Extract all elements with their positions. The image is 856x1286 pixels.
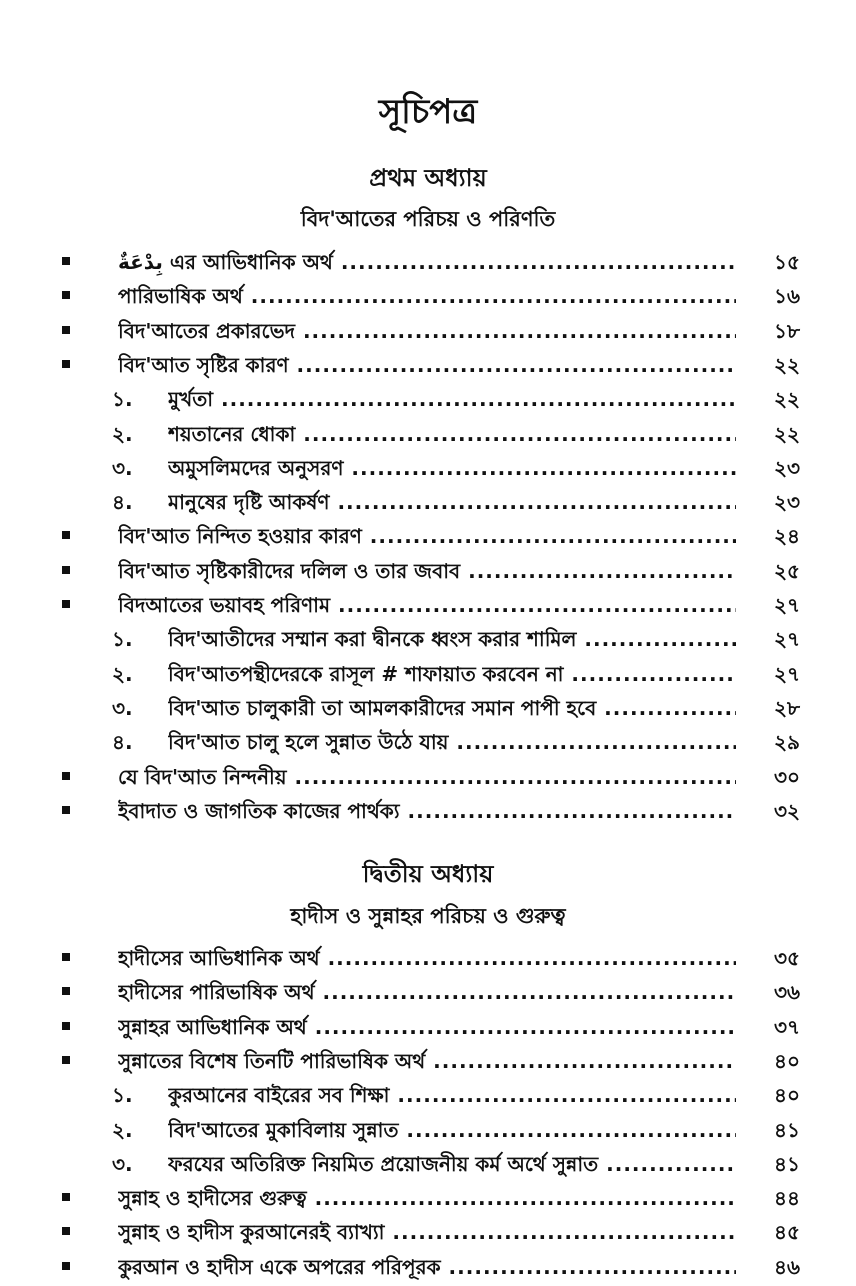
entry-number: ২. xyxy=(112,421,133,446)
bullet-icon xyxy=(62,566,70,574)
bullet-icon xyxy=(62,987,70,995)
toc-entry xyxy=(0,244,856,278)
toc-entry xyxy=(0,759,856,793)
entry-title: বিদ'আতের প্রকারভেদ ..... xyxy=(118,317,736,350)
entry-title: বিদ'আত সৃষ্টির কারণ ..... xyxy=(118,351,736,384)
toc-entry xyxy=(0,450,856,484)
bullet-icon xyxy=(62,1262,70,1270)
entry-title: বিদ'আত সৃষ্টিকারীদের দলিল ও তার জবাব ..... xyxy=(118,557,736,590)
bullet-icon xyxy=(62,600,70,608)
entry-title: মানুষের দৃষ্টি আকর্ষণ ..... xyxy=(168,488,736,521)
chapter-2-heading: দ্বিতীয় অধ্যায় xyxy=(362,860,494,888)
toc-entry xyxy=(0,416,856,450)
entry-title: মুর্খতা ..... xyxy=(168,385,736,418)
toc-entry xyxy=(0,974,856,1008)
chapter-1-heading: প্রথম অধ্যায় xyxy=(369,164,487,192)
toc-entry xyxy=(0,381,856,415)
entry-title: কুরআনের বাইরের সব শিক্ষা ..... xyxy=(168,1081,736,1114)
entry-page-number: ২২ xyxy=(773,421,800,446)
toc-entry xyxy=(0,940,856,974)
bullet-icon xyxy=(62,1227,70,1235)
entry-number: ১. xyxy=(112,387,133,412)
entry-title: সুন্নাহর আভিধানিক অর্থ ..... xyxy=(118,1013,736,1046)
toc-entry xyxy=(0,1180,856,1214)
bullet-icon xyxy=(62,772,70,780)
entry-title: সুন্নাহ ও হাদীস কুরআনেরই ব্যাখ্যা ..... xyxy=(118,1218,736,1251)
entry-page-number: ২৪ xyxy=(774,524,800,549)
entry-title: সুন্নাতের বিশেষ তিনটি পারিভাষিক অর্থ ..... xyxy=(118,1047,736,1080)
bullet-icon xyxy=(62,326,70,334)
toc-entry xyxy=(0,1077,856,1111)
entry-page-number: ৩৫ xyxy=(774,946,800,970)
entry-page-number: ২৭ xyxy=(773,627,800,652)
toc-entry xyxy=(0,484,856,518)
toc-entry xyxy=(0,1146,856,1180)
entry-page-number: ২৮ xyxy=(774,695,800,720)
toc-entry xyxy=(0,1112,856,1146)
toc-entry xyxy=(0,690,856,724)
entry-title: শয়তানের ধোকা ..... xyxy=(168,420,736,453)
entry-page-number: ২৯ xyxy=(774,730,800,755)
entry-title: পারিভাষিক অর্থ ..... xyxy=(118,282,736,315)
entry-page-number: ৪১ xyxy=(774,1117,800,1142)
entry-title: বিদ'আতপন্থীদেরকে রাসূল # শাফায়াত করবেন না ..... xyxy=(168,660,736,693)
toc-entry xyxy=(0,278,856,312)
entry-page-number: ২৩ xyxy=(773,490,800,515)
entry-number: ১. xyxy=(112,1083,133,1108)
entry-number: ৩. xyxy=(112,695,133,720)
entry-page-number: ২৭ xyxy=(773,593,800,617)
entry-title: হাদীসের পারিভাষিক অর্থ ..... xyxy=(118,978,736,1011)
entry-page-number: ৩৭ xyxy=(773,1014,800,1039)
toc-entry xyxy=(0,347,856,381)
entry-page-number: ১৮ xyxy=(774,318,800,343)
entry-page-number: ২৫ xyxy=(774,558,800,583)
entry-page-number: ৩০ xyxy=(773,764,800,789)
entry-number: ৪. xyxy=(112,490,133,515)
toc-entry xyxy=(0,621,856,655)
bullet-icon xyxy=(62,1193,70,1201)
bullet-icon xyxy=(62,1056,70,1064)
entry-page-number: ৩২ xyxy=(773,798,800,823)
chapter-2-subheading: হাদীস ও সুন্নাহর পরিচয় ও গুরুত্ব xyxy=(290,904,566,928)
chapter-1-subheading: বিদ'আতের পরিচয় ও পরিণতি xyxy=(300,207,556,231)
entry-title: কুরআন ও হাদীস একে অপরের পরিপূরক ..... xyxy=(118,1253,736,1286)
entry-number: ৩. xyxy=(112,455,133,480)
toc-entry xyxy=(0,587,856,621)
entry-title: বিদ'আতীদের সম্মান করা দ্বীনকে ধ্বংস করার শামিল ..... xyxy=(168,625,736,658)
entry-title: সুন্নাহ ও হাদীসের গুরুত্ব ..... xyxy=(118,1184,736,1217)
entry-page-number: ১৫ xyxy=(774,250,800,274)
bullet-icon xyxy=(62,1022,70,1030)
entry-title: অমুসলিমদের অনুসরণ ..... xyxy=(168,454,736,487)
entry-page-number: ৪০ xyxy=(774,1048,800,1073)
entry-page-number: ৪১ xyxy=(774,1151,800,1176)
page-title: সূচিপত্র xyxy=(378,92,478,132)
entry-number: ২. xyxy=(112,661,133,686)
entry-title: হাদীসের আভিধানিক অর্থ ..... xyxy=(118,944,736,977)
entry-number: ৩. xyxy=(112,1151,133,1176)
entry-title: যে বিদ'আত নিন্দনীয় ..... xyxy=(118,763,736,796)
bullet-icon xyxy=(62,360,70,368)
entry-title: ফরযের অতিরিক্ত নিয়মিত প্রয়োজনীয় কর্ম অর্থে সুন্নাত ..... xyxy=(168,1150,736,1183)
entry-title: بِدْعَةٌ এর আভিধানিক অর্থ ..... xyxy=(118,248,736,281)
toc-entry xyxy=(0,656,856,690)
toc-entry xyxy=(0,1009,856,1043)
entry-page-number: ৩৬ xyxy=(773,980,800,1005)
entry-page-number: ২২ xyxy=(773,352,800,377)
entry-page-number: ৪৫ xyxy=(774,1220,800,1245)
entry-number: ১. xyxy=(112,627,133,652)
entry-page-number: ৪৪ xyxy=(774,1186,800,1211)
entry-number: ৪. xyxy=(112,730,133,755)
entry-title: বিদ'আত চালুকারী তা আমলকারীদের সমান পাপী হবে ..... xyxy=(168,694,736,727)
entry-title: বিদ'আত চালু হলে সুন্নাত উঠে যায় ..... xyxy=(168,728,736,761)
toc-entry xyxy=(0,793,856,827)
bullet-icon xyxy=(62,953,70,961)
toc-entry xyxy=(0,518,856,552)
entry-page-number: ২২ xyxy=(773,387,800,412)
toc-entry xyxy=(0,724,856,758)
entry-title: বিদআতের ভয়াবহ পরিণাম ..... xyxy=(118,591,736,624)
toc-entry xyxy=(0,553,856,587)
toc-entry xyxy=(0,313,856,347)
entry-title: বিদ'আতের মুকাবিলায় সুন্নাত ..... xyxy=(168,1116,736,1149)
entry-page-number: ২৩ xyxy=(773,455,800,480)
toc-entry xyxy=(0,1214,856,1248)
entry-page-number: ১৬ xyxy=(774,284,800,309)
entry-page-number: ৪৬ xyxy=(774,1254,800,1279)
bullet-icon xyxy=(62,291,70,299)
bullet-icon xyxy=(62,531,70,539)
entry-page-number: ৪০ xyxy=(774,1083,800,1108)
bullet-icon xyxy=(62,257,70,265)
entry-title: বিদ'আত নিন্দিত হওয়ার কারণ ..... xyxy=(118,522,736,555)
entry-number: ২. xyxy=(112,1117,133,1142)
entry-title: ইবাদাত ও জাগতিক কাজের পার্থক্য ..... xyxy=(118,797,736,830)
bullet-icon xyxy=(62,806,70,814)
entry-page-number: ২৭ xyxy=(773,661,800,686)
toc-entry xyxy=(0,1043,856,1077)
